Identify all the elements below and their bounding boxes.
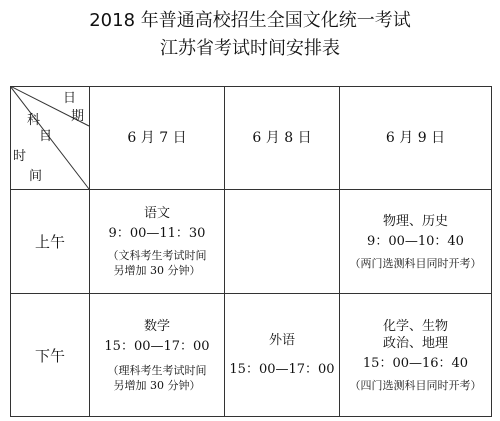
table-border-bottom bbox=[10, 416, 492, 417]
date-header-day1: 6 月 7 日 bbox=[127, 129, 187, 146]
afternoon-day1-cell bbox=[90, 294, 224, 416]
exam-subject: 数学 bbox=[143, 318, 170, 334]
date-header-day3: 6 月 9 日 bbox=[385, 129, 446, 146]
exam-note-line1: （四门选测科目同时开考） bbox=[349, 378, 482, 392]
exam-schedule-table bbox=[10, 86, 492, 417]
exam-time: 15：00—16：40 bbox=[362, 355, 469, 371]
morning-day2-cell bbox=[225, 190, 339, 293]
exam-time: 9：00—11：30 bbox=[108, 226, 206, 241]
exam-note-line1: （两门选测科目同时开考） bbox=[349, 256, 482, 270]
corner-date-label-2: 期 bbox=[71, 109, 85, 124]
period-morning: 上午 bbox=[34, 233, 65, 251]
exam-note-line1: （文科考生考试时间 bbox=[107, 249, 207, 262]
corner-subject-label-1: 科 bbox=[27, 113, 41, 128]
exam-subject: 外语 bbox=[268, 333, 295, 348]
afternoon-day2-cell bbox=[225, 294, 339, 416]
corner-time-label-1: 时 bbox=[13, 149, 27, 164]
exam-subject: 语文 bbox=[143, 206, 170, 221]
exam-subject-line1: 化学、生物 bbox=[382, 318, 448, 334]
exam-time: 9：00—10：40 bbox=[367, 233, 464, 249]
morning-day3-cell bbox=[340, 190, 491, 293]
exam-subject: 物理、历史 bbox=[382, 213, 448, 229]
exam-subject-line2: 政治、地理 bbox=[382, 335, 448, 351]
corner-subject-label-2: 目 bbox=[39, 129, 53, 144]
corner-date-label-1: 日 bbox=[63, 91, 77, 106]
page-title-line1: 2018 年普通高校招生全国文化统一考试 bbox=[89, 10, 411, 31]
exam-time: 15：00—17：00 bbox=[229, 362, 335, 377]
date-header-day2: 6 月 8 日 bbox=[252, 129, 312, 146]
afternoon-day3-cell bbox=[340, 294, 491, 416]
page-title-line2: 江苏省考试时间安排表 bbox=[160, 38, 340, 59]
exam-note-line1: （理科考生考试时间 bbox=[107, 363, 207, 377]
exam-note-line2: 另增加 30 分钟） bbox=[113, 378, 201, 392]
corner-time-label-2: 间 bbox=[29, 169, 43, 184]
exam-note-line2: 另增加 30 分钟） bbox=[113, 264, 201, 277]
period-afternoon: 下午 bbox=[34, 346, 65, 365]
exam-time: 15：00—17：00 bbox=[104, 338, 210, 354]
table-border-right bbox=[491, 86, 492, 417]
morning-day1-cell bbox=[90, 190, 224, 293]
